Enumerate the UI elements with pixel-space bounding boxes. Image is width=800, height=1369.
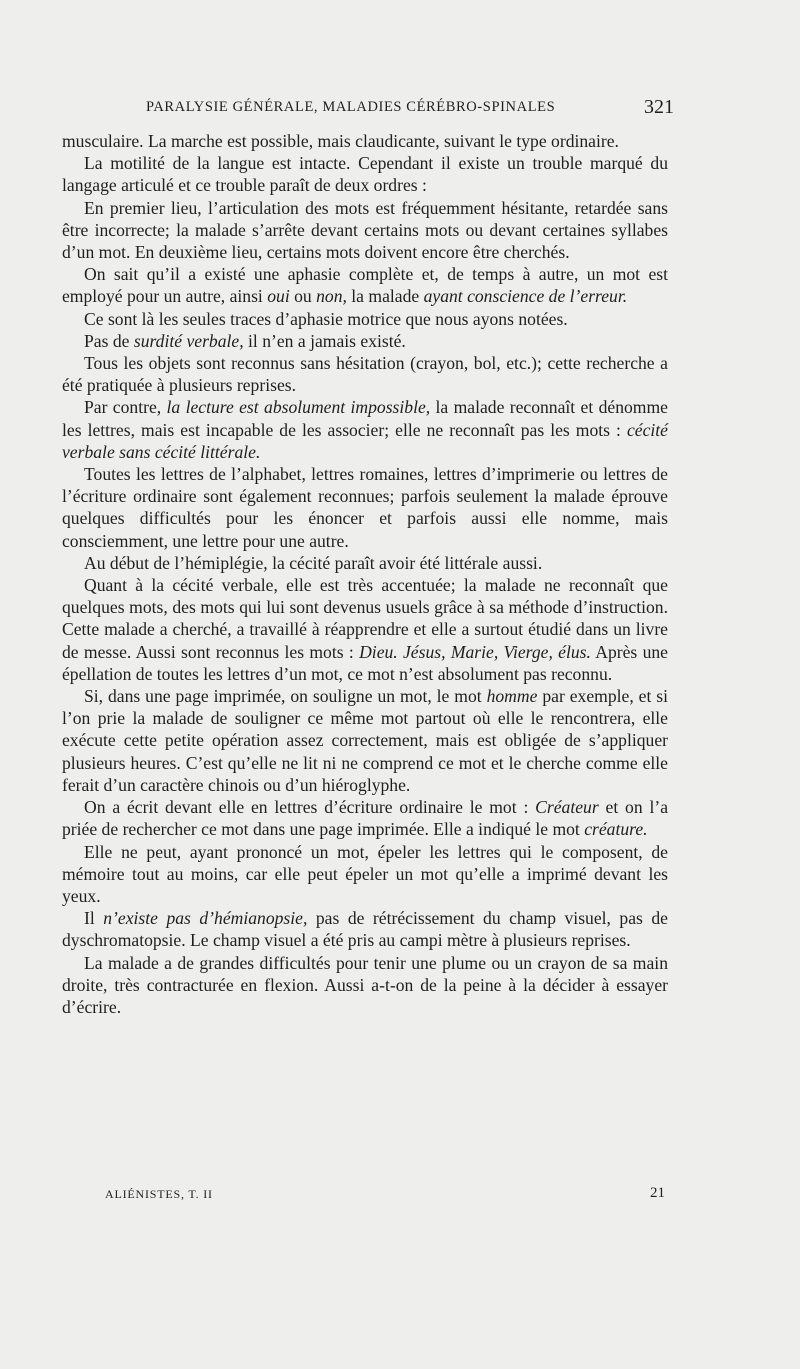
text-run: Ce sont là les seules traces d’aphasie motrice que nous ayons notées. <box>84 308 568 329</box>
text-run: On a écrit devant elle en lettres d’écriture ordinaire le mot : <box>84 797 536 818</box>
text-run: Elle ne peut, ayant prononcé un mot, épeler les lettres qui le composent, de mémoire tout au moins, car elle peut épeler un mot qu’elle a imprimé devant les yeux. <box>62 841 668 906</box>
italic-text: la lecture est absolument impossible, <box>166 397 431 418</box>
page-number: 321 <box>644 96 674 118</box>
italic-text: oui <box>267 286 290 307</box>
paragraph <box>62 841 668 908</box>
text-run: La motilité de la langue est intacte. Cependant il existe un trouble marqué du langage articulé et ce trouble paraît de deux ordres : <box>62 153 668 196</box>
text-run: Après une épellation de toutes les lettres d’un mot, ce mot n’est absolument pas reconnu. <box>62 641 668 684</box>
paragraph <box>62 330 668 352</box>
signature-number: 21 <box>650 1185 665 1201</box>
text-run: musculaire. La marche est possible, mais claudicante, suivant le type ordinaire. <box>62 131 619 151</box>
text-run: Il <box>84 908 104 929</box>
paragraph <box>62 574 668 685</box>
paragraph <box>62 308 668 330</box>
text-run: la malade reconnaît et dénomme les lettres, mais est incapable de les associer; elle ne reconnaît pas les mots : <box>62 397 668 440</box>
paragraph <box>62 685 668 796</box>
italic-text: cécité verbale sans cécité littérale. <box>62 419 668 462</box>
italic-text: Créateur <box>535 797 599 818</box>
text-run: Quant à la cécité verbale, elle est très accentuée; la malade ne reconnaît que quelques mots, des mots qui lui sont devenus usuels grâce à sa méthode d’instruction. Cette malade a cherché, a travaillé à réapprendre et elle a surtout étudié dans un livre de messe. Aussi sont reconnus les mots : <box>62 575 668 662</box>
paragraph <box>62 796 668 840</box>
text-run: Si, dans une page imprimée, on souligne un mot, le mot <box>84 686 487 707</box>
paragraph <box>62 352 668 396</box>
paragraph <box>62 952 668 1019</box>
text-run: En premier lieu, l’articulation des mots est fréquemment hésitante, retardée sans être incorrecte; la malade s’arrête devant certains mots ou devant certaines syllabes d’un mot. En deuxième lieu, certains mots doivent encore être cherchés. <box>62 197 668 263</box>
text-run: ou <box>289 286 317 307</box>
text-run: Toutes les lettres de l’alphabet, lettres romaines, lettres d’imprimerie ou lettres de l’écriture ordinaire sont également reconnues; parfois seulement la malade éprouve quelques difficultés pour les énoncer et parfois aussi elle nomme, mais consciemment, une lettre pour une autre. <box>62 464 668 551</box>
text-run: pas de rétrécissement du champ visuel, pas de dyschromatopsie. Le champ visuel a été pris au campi mètre à plusieurs reprises. <box>62 908 668 951</box>
text-run: la malade <box>346 286 424 307</box>
paragraph <box>62 130 668 152</box>
paragraph <box>62 152 668 196</box>
text-run: Au début de l’hémiplégie, la cécité paraît avoir été littérale aussi. <box>84 552 543 573</box>
italic-text: non, <box>316 286 347 307</box>
paragraph <box>62 463 668 552</box>
text-run: et on l’a priée de rechercher ce mot dans une page imprimée. Elle a indiqué le mot <box>62 797 669 840</box>
italic-text: n’existe pas d’hémianopsie, <box>103 908 308 929</box>
body-text <box>62 130 668 1018</box>
paragraph <box>62 552 668 574</box>
text-run: On sait qu’il a existé une aphasie complète et, de temps à autre, un mot est employé pour un autre, ainsi <box>62 264 668 307</box>
italic-text: surdité verbale, <box>133 330 244 351</box>
italic-text: ayant conscience de l’erreur. <box>423 286 628 307</box>
running-head: PARALYSIE GÉNÉRALE, MALADIES CÉRÉBRO-SPINALES <box>146 99 556 115</box>
page-footer <box>105 1187 665 1207</box>
paragraph <box>62 263 668 307</box>
italic-text: créature. <box>584 819 648 840</box>
paragraph <box>62 197 668 264</box>
paragraph <box>62 907 668 951</box>
italic-text: Dieu. Jésus, Marie, Vierge, élus. <box>359 641 591 662</box>
printer-signature: ALIÉNISTES, T. II <box>105 1187 213 1201</box>
text-run: Pas de <box>84 330 134 351</box>
italic-text: homme <box>486 686 538 707</box>
text-run: par exemple, et si l’on prie la malade de souligner ce même mot partout où elle le rencontrera, elle exécute cette petite opération assez correctement, mais est obligée de s’appliquer plusieurs heures. C’est qu’elle ne lit ni ne comprend ce mot et le cherche comme elle ferait d’un caractère chinois ou d’un hiéroglyphe. <box>62 686 668 795</box>
page-header <box>146 96 674 121</box>
text-run: il n’en a jamais existé. <box>243 330 406 351</box>
text-run: Tous les objets sont reconnus sans hésitation (crayon, bol, etc.); cette recherche a été pratiquée à plusieurs reprises. <box>62 353 668 396</box>
text-run: Par contre, <box>84 397 167 418</box>
text-run: La malade a de grandes difficultés pour tenir une plume ou un crayon de sa main droite, très contracturée en flexion. Aussi a-t-on de la peine à la décider à essayer d’écrire. <box>62 952 668 1017</box>
paragraph <box>62 396 668 463</box>
